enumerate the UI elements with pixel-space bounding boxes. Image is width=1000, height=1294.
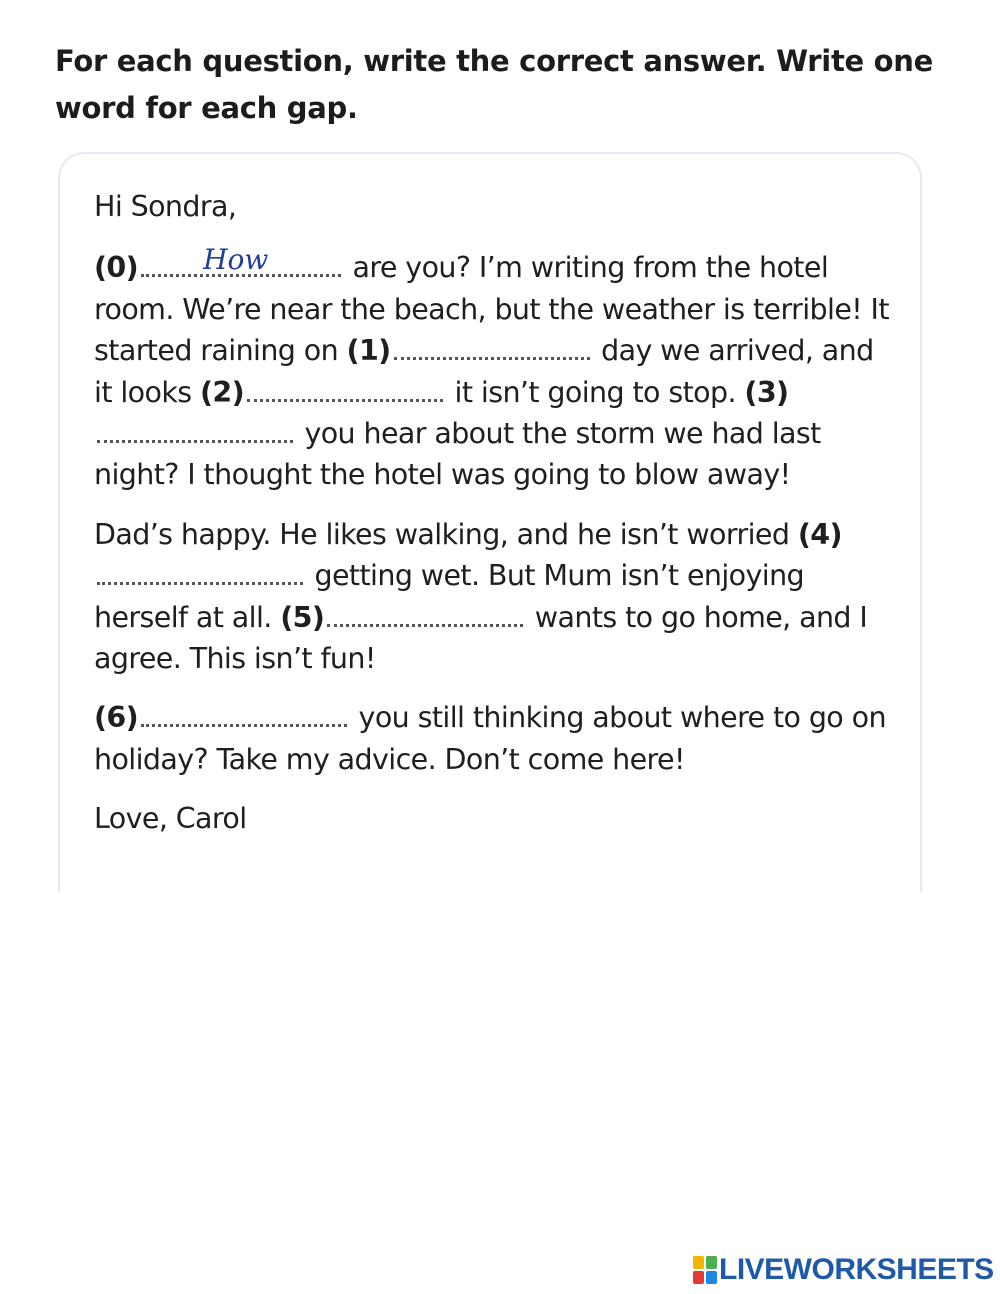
question-number-6: (6) bbox=[94, 701, 139, 735]
logo-square-yellow bbox=[693, 1256, 704, 1269]
text-segment: you hear about the storm we had last night? I thought the hotel was going to blow away! bbox=[94, 417, 821, 492]
answer-gap-1[interactable] bbox=[394, 335, 590, 360]
text-segment: getting wet. But Mum isn’t enjoying herself at all. bbox=[94, 559, 805, 634]
question-number-4: (4) bbox=[797, 517, 842, 551]
liveworksheets-logo-icon bbox=[693, 1256, 717, 1284]
question-number-1: (1) bbox=[346, 334, 391, 368]
letter-paragraph-2 bbox=[94, 514, 894, 680]
question-number-3: (3) bbox=[744, 375, 789, 409]
text-segment: it isn’t going to stop. bbox=[446, 375, 745, 409]
example-answer: How bbox=[203, 243, 269, 276]
text-segment: day we arrived, and it looks bbox=[94, 334, 874, 409]
text-segment: are you? I’m writing from the hotel room. We’re near the beach, but the weather is terrible! It started raining on bbox=[94, 251, 889, 368]
text-segment: wants to go home, and I agree. This isn’t fun! bbox=[94, 600, 868, 676]
instructions: For each question, write the correct answer. Write one word for each gap. bbox=[55, 44, 934, 125]
logo-square-blue bbox=[706, 1271, 717, 1284]
text-segment: Dad’s happy. He likes walking, and he isn’t worried bbox=[94, 517, 798, 551]
liveworksheets-brand bbox=[693, 1252, 994, 1288]
liveworksheets-wordmark: LIVEWORKSHEETS bbox=[719, 1253, 994, 1286]
answer-gap-4[interactable] bbox=[97, 560, 303, 585]
logo-square-red bbox=[693, 1271, 704, 1284]
text-segment: you still thinking about where to go on holiday? Take my advice. Don’t come here! bbox=[94, 701, 886, 776]
letter-closing: Love, Carol bbox=[94, 802, 247, 836]
example-gap bbox=[141, 243, 341, 277]
answer-gap-6[interactable] bbox=[141, 702, 347, 727]
letter-body bbox=[94, 186, 894, 858]
logo-square-green bbox=[706, 1256, 717, 1269]
answer-gap-2[interactable] bbox=[247, 377, 443, 402]
question-number-2: (2) bbox=[199, 375, 245, 409]
answer-gap-5[interactable] bbox=[327, 602, 523, 627]
question-number-0: (0) bbox=[94, 251, 139, 285]
letter-paragraph-1 bbox=[94, 243, 894, 495]
answer-gap-3[interactable] bbox=[97, 418, 293, 443]
question-number-5: (5) bbox=[280, 600, 325, 634]
letter-paragraph-3 bbox=[94, 697, 894, 780]
letter-greeting: Hi Sondra, bbox=[94, 190, 237, 223]
